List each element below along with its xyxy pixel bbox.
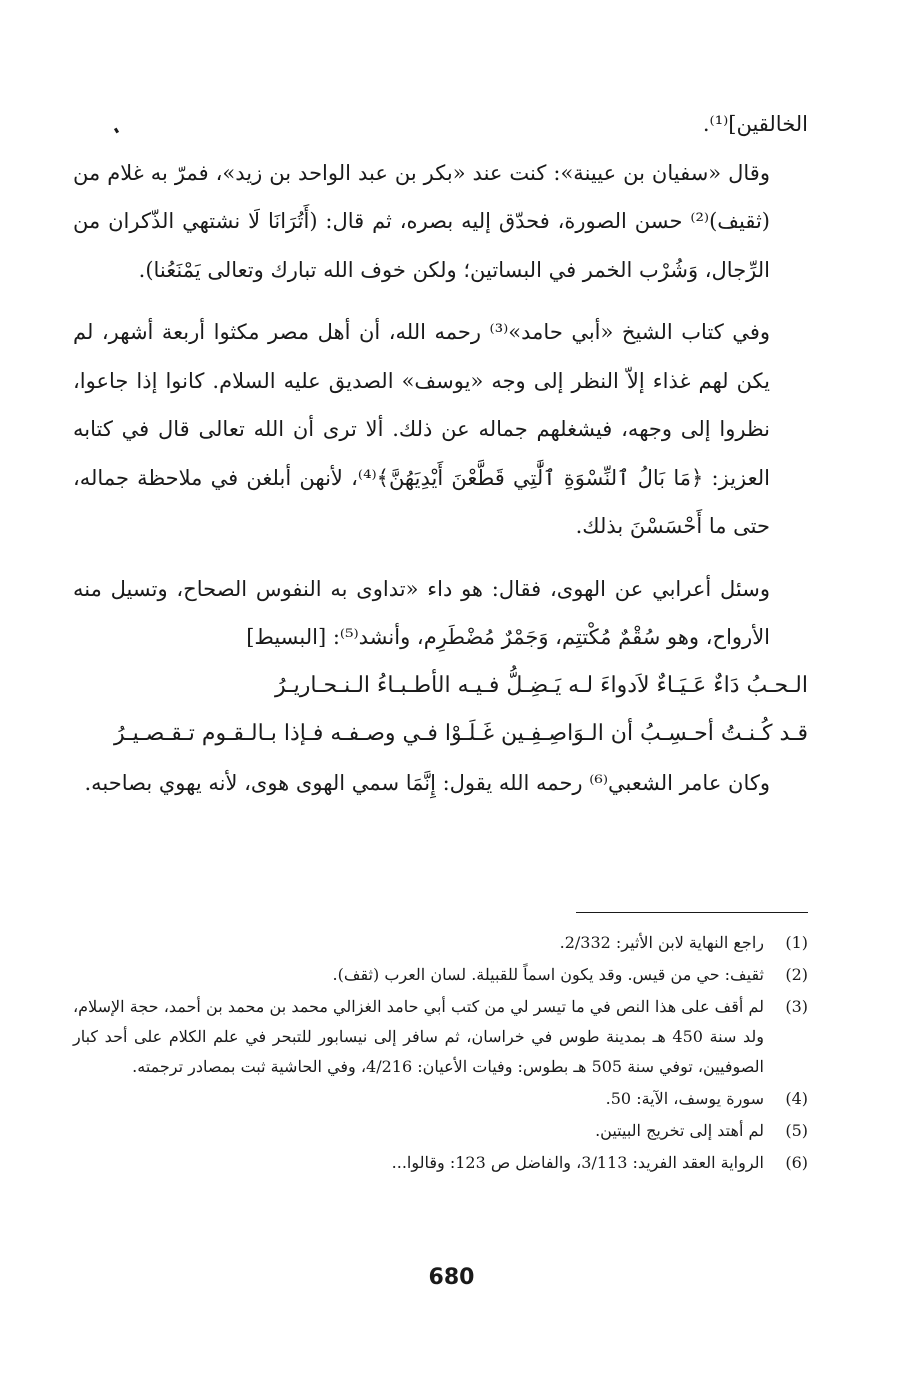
verse-line-1: الـحـبُ دَاءٌ عَـيَـاءٌ لاَدواءَ لـه يَـضِـلُّ فـيـه الأطـبـاءُ الـنـحـاريـرُ: [274, 672, 808, 698]
footnote-item: [73, 992, 808, 1082]
footnote-number: (4): [785, 1089, 808, 1108]
footnote-text: لم أقف على هذا النص في ما تيسر لي من كتب أبي حامد الغزالي محمد بن محمد بن أحمد، حجة الإسلام، ولد سنة 450 هـ بمدينة طوس في خراسان، ثم سافر إلى نيسابور للتبحر في علم الكلام على أحد كبار الصوفيين، توفي سنة 505 هـ بطوس: وفيات الأعيان: 4/216، وفي الحاشية ثبت بمصادر ترجمته.: [73, 997, 764, 1076]
main-text: [73, 100, 808, 807]
paragraph-abu-hamid: وفي كتاب الشيخ «أبي حامد»⁽³⁾ رحمه الله، أن أهل مصر مكثوا أربعة أشهر، لم يكن لهم غذاء إلاّ النظر إلى وجه «يوسف» الصديق عليه السلام. كانوا إذا جاعوا، نظروا إلى وجهه، فيشغلهم جماله عن ذلك. ألا ترى أن الله تعالى قال في كتابه العزيز: ﴿مَا بَالُ ٱلنِّسْوَةِ ٱلَّٰتِي قَطَّعْنَ أَيْدِيَهُنَّ﴾⁽⁴⁾، لأنهن أبلغن في ملاحظة جماله، حتى ما أَحْسَسْنَ بذلك.: [73, 320, 770, 538]
footnote-number: (3): [785, 997, 808, 1016]
footnote-text: راجع النهاية لابن الأثير: 2/332.: [559, 933, 764, 952]
footnote-text: ثقيف: حي من قيس. وقد يكون اسماً للقبيلة. لسان العرب (ثقف).: [332, 965, 764, 984]
paragraph-shabi: وكان عامر الشعبي⁽⁶⁾ رحمه الله يقول: إِنَّمَا سمي الهوى هوى، لأنه يهوي بصاحبه.: [84, 770, 770, 795]
page-number: 680: [428, 1265, 475, 1290]
footnote-item: [73, 1148, 808, 1178]
footnote-number: (2): [785, 965, 808, 984]
footnote-text: سورة يوسف، الآية: 50.: [605, 1089, 764, 1108]
verse-line-2: قـد كُـنـتُ أحـسِـبُ أن الـوَاصِـفِـين غَـلَـوْا فـي وصـفـه فـإذا بـالـقـوم تـقـصـيـرُ: [114, 721, 808, 746]
paragraph-opening: الخالقين]⁽¹⁾.: [702, 112, 808, 136]
footnote-item: [73, 960, 808, 990]
paragraph-bedouin: وسئل أعرابي عن الهوى، فقال: هو داء «تداوى به النفوس الصحاح، وتسيل منه الأرواح، وهو سُقْمٌ مُكْتتِم، وَجَمْرٌ مُضْطَرِم، وأنشد⁽⁵⁾: [البسيط]: [73, 576, 770, 649]
footnote-item: [73, 928, 808, 958]
footnotes: [73, 928, 808, 1180]
footnote-text: لم أهتد إلى تخريج البيتين.: [595, 1121, 764, 1140]
footnote-number: (6): [785, 1153, 808, 1172]
footnote-number: (5): [785, 1121, 808, 1140]
footnote-item: [73, 1116, 808, 1146]
footnote-item: [73, 1084, 808, 1114]
footnote-number: (1): [785, 933, 808, 952]
footnote-text: الرواية العقد الفريد: 3/113، والفاضل ص 123: وقالوا...: [391, 1153, 764, 1172]
footnote-divider: [576, 912, 808, 913]
paragraph-sufyan: وقال «سفيان بن عيينة»: كنت عند «بكر بن عبد الواحد بن زيد»، فمرّ به غلام من (ثقيف)⁽²⁾ حسن الصورة، فحدّق إليه بصره، ثم قال: (أَتُرَانَا لَا نشتهي الذّكران من الرِّجال، وَشُرْب الخمر في البساتين؛ ولكن خوف الله تبارك وتعالى يَمْنَعُنا).: [73, 160, 770, 282]
